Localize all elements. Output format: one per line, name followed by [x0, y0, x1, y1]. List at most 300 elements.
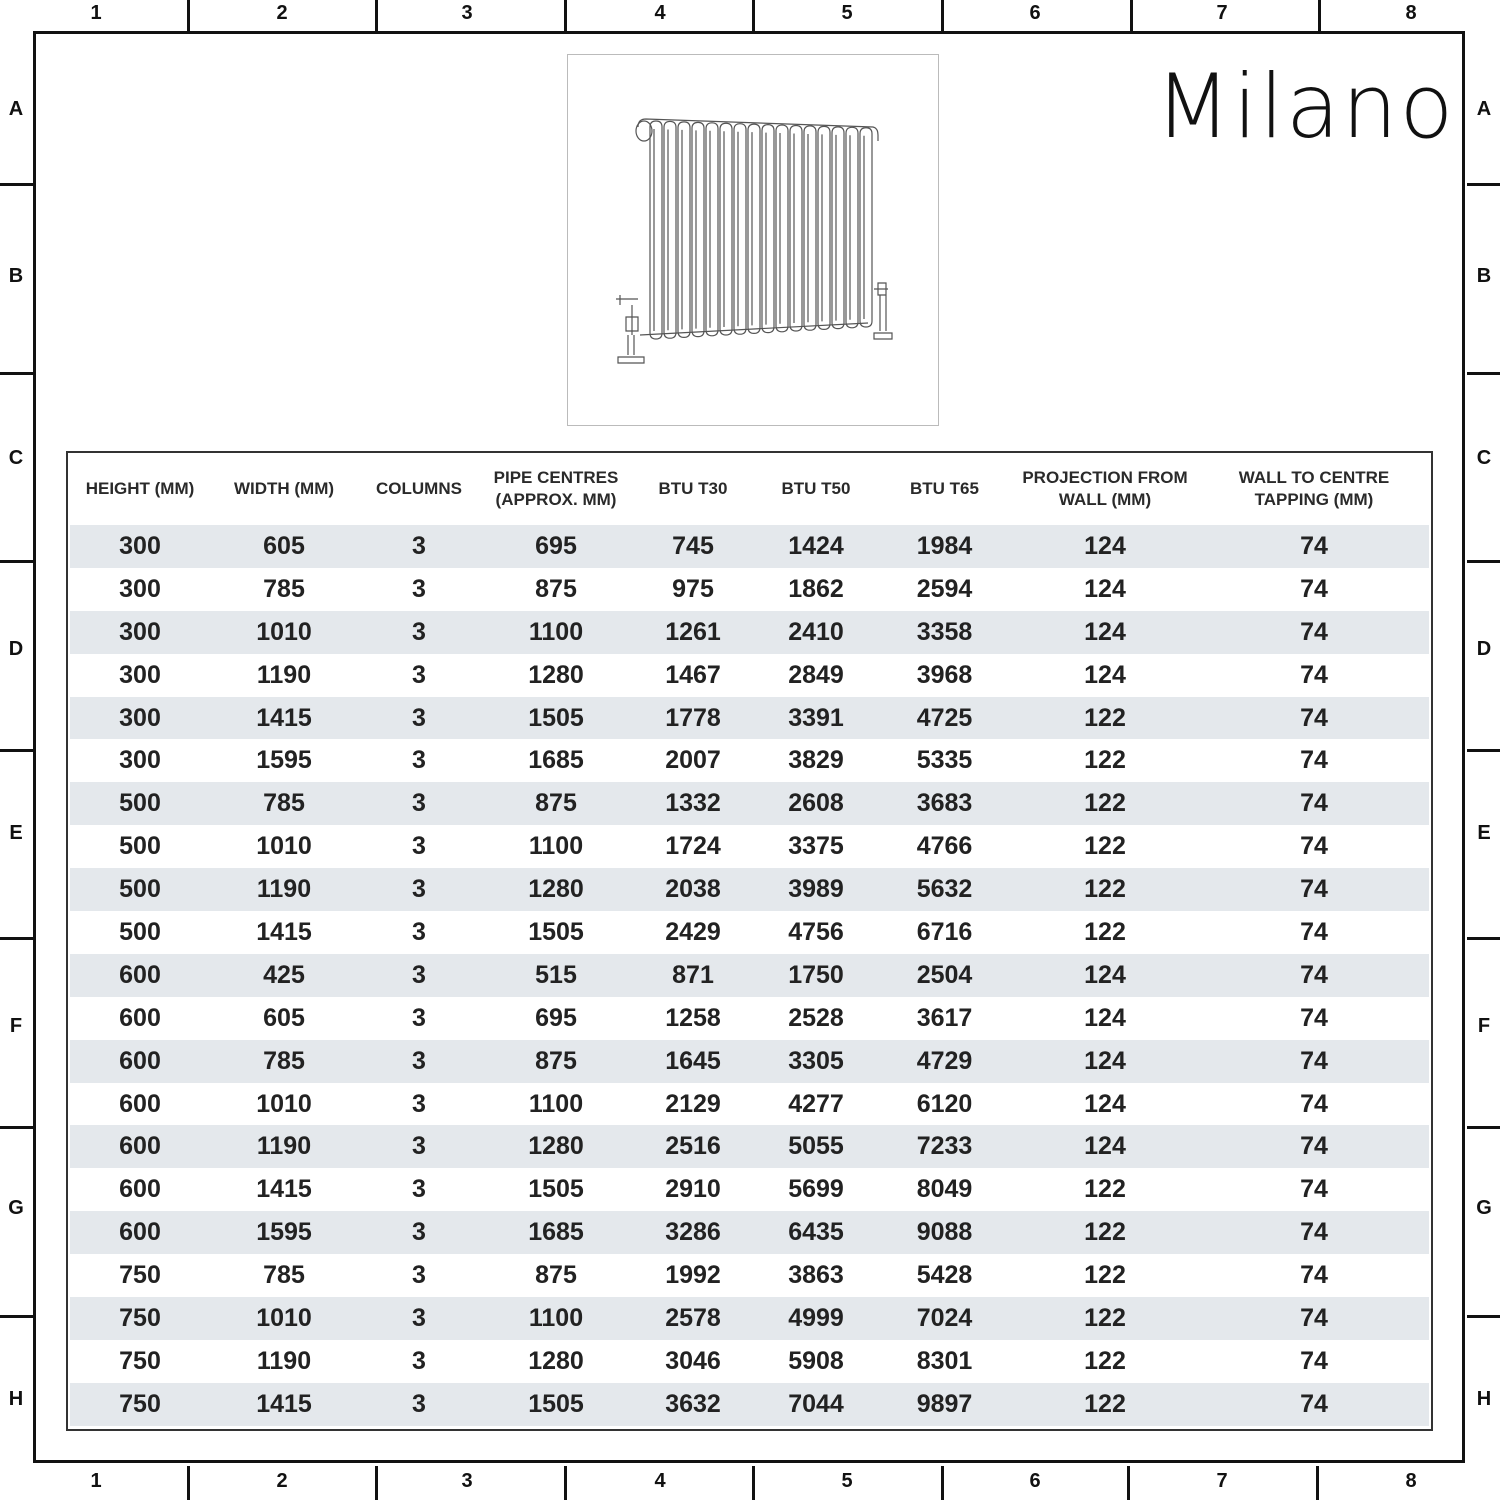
product-image — [567, 54, 939, 426]
table-cell: 1984 — [878, 525, 1011, 568]
table-cell: 875 — [480, 1040, 632, 1083]
column-header — [70, 453, 210, 525]
table-cell: 300 — [119, 660, 161, 689]
spec-table — [70, 453, 1429, 1426]
table-cell: 1467 — [665, 660, 721, 689]
zone-row-label: D — [1476, 638, 1492, 660]
table-cell: 4277 — [788, 1089, 844, 1118]
table-cell: 74 — [1199, 697, 1429, 740]
table-row — [70, 954, 1429, 997]
table-cell: 5428 — [916, 1261, 973, 1290]
table-cell: 1415 — [256, 1175, 312, 1204]
zone-divider — [375, 0, 378, 31]
table-cell: 4725 — [878, 697, 1011, 740]
zone-column-label: 1 — [90, 2, 102, 24]
radiator-column — [664, 121, 676, 338]
table-cell: 1261 — [632, 611, 754, 654]
table-cell: 3 — [412, 746, 426, 775]
table-cell: 4756 — [788, 917, 844, 946]
spec-table-container — [66, 451, 1433, 1431]
zone-divider — [941, 0, 944, 31]
radiator-illustration-icon — [568, 55, 940, 427]
table-cell: 3 — [358, 1297, 480, 1340]
table-cell: 3617 — [916, 1003, 973, 1032]
table-cell: 600 — [70, 1040, 210, 1083]
table-cell: 600 — [70, 954, 210, 997]
table-row — [70, 1211, 1429, 1254]
table-cell: 300 — [119, 574, 161, 603]
zone-divider — [1318, 0, 1321, 31]
table-cell: 605 — [263, 1003, 305, 1032]
table-cell: 1190 — [210, 1125, 358, 1168]
table-row — [70, 1040, 1429, 1083]
table-row — [70, 911, 1429, 954]
table-row — [70, 654, 1429, 697]
radiator-column — [846, 127, 858, 327]
column-header-line: TAPPING (MM) — [1254, 490, 1374, 509]
table-cell: 1415 — [210, 1383, 358, 1426]
table-cell: 74 — [1300, 1346, 1328, 1375]
table-cell: 74 — [1199, 525, 1429, 568]
table-cell: 124 — [1084, 660, 1126, 689]
table-cell: 1010 — [210, 611, 358, 654]
table-cell: 1280 — [480, 868, 632, 911]
table-cell: 1424 — [754, 525, 878, 568]
table-cell: 2504 — [878, 954, 1011, 997]
table-cell: 2038 — [632, 868, 754, 911]
table-cell: 74 — [1199, 611, 1429, 654]
table-cell: 695 — [535, 1003, 577, 1032]
table-cell: 3 — [412, 1089, 426, 1118]
table-cell: 425 — [210, 954, 358, 997]
table-cell: 3 — [412, 1003, 426, 1032]
table-cell: 9088 — [878, 1211, 1011, 1254]
zone-column-label: 4 — [654, 2, 666, 24]
table-cell: 750 — [70, 1297, 210, 1340]
zone-row-label: A — [8, 98, 24, 120]
zone-column-label: 2 — [276, 1470, 288, 1492]
zone-divider — [1127, 1466, 1130, 1500]
zone-divider — [0, 560, 33, 563]
table-cell: 500 — [70, 868, 210, 911]
zone-divider — [1130, 0, 1133, 31]
table-cell: 5632 — [878, 868, 1011, 911]
radiator-column — [720, 123, 732, 335]
radiator-column — [678, 122, 690, 338]
radiator-column — [818, 126, 830, 329]
zone-divider — [752, 1466, 755, 1500]
table-cell: 515 — [480, 954, 632, 997]
zone-row-label: E — [1477, 822, 1491, 844]
table-cell: 122 — [1011, 782, 1199, 825]
zone-column-label: 3 — [461, 1470, 473, 1492]
table-cell: 7044 — [754, 1383, 878, 1426]
table-row — [70, 825, 1429, 868]
zone-divider — [941, 1466, 944, 1500]
table-cell: 5908 — [788, 1346, 844, 1375]
table-cell: 74 — [1300, 1003, 1328, 1032]
table-cell: 5699 — [788, 1175, 844, 1204]
table-cell: 4999 — [754, 1297, 878, 1340]
table-cell: 3391 — [754, 697, 878, 740]
table-header-row — [70, 453, 1429, 525]
column-header — [1199, 453, 1429, 525]
table-cell: 785 — [210, 782, 358, 825]
table-cell: 1595 — [210, 1211, 358, 1254]
table-row — [70, 568, 1429, 611]
table-cell: 1100 — [480, 611, 632, 654]
table-row — [70, 1340, 1429, 1383]
zone-column-label: 6 — [1029, 2, 1041, 24]
table-cell: 2410 — [754, 611, 878, 654]
column-header-line: WALL (MM) — [1058, 490, 1152, 509]
table-cell: 875 — [535, 574, 577, 603]
table-cell: 3 — [358, 868, 480, 911]
table-cell: 74 — [1199, 1211, 1429, 1254]
zone-row-label: C — [1476, 447, 1492, 469]
table-cell: 600 — [119, 1089, 161, 1118]
table-cell: 124 — [1011, 525, 1199, 568]
table-cell: 1724 — [665, 832, 721, 861]
table-cell: 3829 — [788, 746, 844, 775]
radiator-column — [650, 121, 662, 339]
table-cell: 3 — [358, 782, 480, 825]
table-cell: 2910 — [665, 1175, 721, 1204]
zone-column-label: 7 — [1216, 2, 1228, 24]
table-cell: 4766 — [916, 832, 973, 861]
zone-divider — [564, 1466, 567, 1500]
table-cell: 1992 — [665, 1261, 721, 1290]
table-cell: 3 — [358, 525, 480, 568]
table-cell: 1685 — [528, 746, 584, 775]
column-header-line: BTU T65 — [910, 479, 979, 498]
column-header — [1011, 453, 1199, 525]
table-cell: 600 — [119, 1175, 161, 1204]
table-cell: 2608 — [754, 782, 878, 825]
table-cell: 1332 — [632, 782, 754, 825]
table-cell: 9897 — [878, 1383, 1011, 1426]
table-row — [70, 1168, 1429, 1211]
radiator-column — [748, 124, 760, 333]
table-cell: 875 — [535, 1261, 577, 1290]
table-cell: 3358 — [878, 611, 1011, 654]
table-cell: 74 — [1199, 954, 1429, 997]
table-row — [70, 1254, 1429, 1297]
table-body — [70, 525, 1429, 1426]
table-cell: 750 — [70, 1383, 210, 1426]
table-cell: 1505 — [480, 697, 632, 740]
table-cell: 1505 — [528, 1175, 584, 1204]
zone-divider — [0, 183, 33, 186]
table-cell: 74 — [1199, 868, 1429, 911]
table-cell: 3683 — [878, 782, 1011, 825]
zone-row-label: G — [8, 1197, 24, 1219]
table-cell: 122 — [1011, 868, 1199, 911]
table-cell: 7024 — [878, 1297, 1011, 1340]
table-cell: 3305 — [754, 1040, 878, 1083]
table-row — [70, 525, 1429, 568]
table-cell: 74 — [1199, 1383, 1429, 1426]
column-header-line: COLUMNS — [376, 479, 462, 498]
table-cell: 1010 — [210, 1297, 358, 1340]
column-header — [754, 453, 878, 525]
table-cell: 600 — [119, 1003, 161, 1032]
table-cell: 300 — [70, 697, 210, 740]
zone-divider — [564, 0, 567, 31]
table-cell: 3046 — [665, 1346, 721, 1375]
table-cell: 2528 — [788, 1003, 844, 1032]
radiator-column — [762, 125, 774, 333]
table-cell: 74 — [1300, 660, 1328, 689]
table-cell: 122 — [1011, 1383, 1199, 1426]
table-cell: 750 — [119, 1346, 161, 1375]
table-cell: 74 — [1300, 917, 1328, 946]
zone-divider — [1467, 937, 1500, 940]
table-cell: 3968 — [916, 660, 973, 689]
table-cell: 3 — [412, 832, 426, 861]
table-cell: 975 — [672, 574, 714, 603]
zone-divider — [0, 1315, 33, 1318]
column-header — [480, 453, 632, 525]
table-cell: 74 — [1199, 782, 1429, 825]
zone-row-label: C — [8, 447, 24, 469]
table-row — [70, 782, 1429, 825]
zone-divider — [752, 0, 755, 31]
table-cell: 875 — [480, 782, 632, 825]
zone-column-label: 4 — [654, 1470, 666, 1492]
zone-column-label: 7 — [1216, 1470, 1228, 1492]
table-row — [70, 997, 1429, 1040]
table-cell: 3286 — [632, 1211, 754, 1254]
table-cell: 1010 — [256, 1089, 312, 1118]
table-cell: 1750 — [754, 954, 878, 997]
table-cell: 122 — [1084, 1261, 1126, 1290]
zone-row-label: F — [1477, 1015, 1491, 1037]
table-cell: 1505 — [528, 917, 584, 946]
table-cell: 74 — [1199, 1040, 1429, 1083]
table-cell: 745 — [632, 525, 754, 568]
table-row — [70, 1125, 1429, 1168]
radiator-column — [706, 123, 718, 336]
table-cell: 500 — [119, 917, 161, 946]
table-cell: 1190 — [210, 868, 358, 911]
table-cell: 2849 — [788, 660, 844, 689]
table-cell: 122 — [1084, 1175, 1126, 1204]
brand-logo: Milano — [1155, 55, 1456, 158]
zone-column-label: 2 — [276, 2, 288, 24]
radiator-column — [692, 122, 704, 336]
zone-column-label: 8 — [1405, 2, 1417, 24]
table-cell: 7233 — [878, 1125, 1011, 1168]
zone-row-label: A — [1476, 98, 1492, 120]
table-row — [70, 1297, 1429, 1340]
table-cell: 600 — [70, 1125, 210, 1168]
table-cell: 3 — [358, 1383, 480, 1426]
table-cell: 74 — [1300, 1089, 1328, 1118]
zone-divider — [187, 1466, 190, 1500]
zone-divider — [1467, 1315, 1500, 1318]
zone-divider — [187, 0, 190, 31]
table-cell: 500 — [70, 782, 210, 825]
table-cell: 5335 — [916, 746, 973, 775]
table-cell: 3632 — [632, 1383, 754, 1426]
column-header-line: BTU T30 — [658, 479, 728, 498]
table-cell: 8301 — [916, 1346, 973, 1375]
zone-row-label: D — [8, 638, 24, 660]
table-cell: 3 — [412, 1175, 426, 1204]
zone-column-label: 3 — [461, 2, 473, 24]
table-cell: 124 — [1011, 611, 1199, 654]
column-header — [210, 453, 358, 525]
zone-divider — [375, 1466, 378, 1500]
table-cell: 74 — [1300, 746, 1328, 775]
radiator-column — [776, 125, 788, 332]
table-cell: 1685 — [480, 1211, 632, 1254]
table-cell: 3 — [358, 697, 480, 740]
table-cell: 1778 — [632, 697, 754, 740]
zone-divider — [1467, 183, 1500, 186]
radiator-column — [734, 124, 746, 335]
table-cell: 1595 — [256, 746, 312, 775]
table-cell: 750 — [119, 1261, 161, 1290]
table-row — [70, 1083, 1429, 1126]
zone-row-label: F — [9, 1015, 23, 1037]
zone-column-label: 5 — [841, 1470, 853, 1492]
zone-column-label: 1 — [90, 1470, 102, 1492]
zone-divider — [1316, 1466, 1319, 1500]
table-cell: 2578 — [632, 1297, 754, 1340]
table-cell: 3 — [358, 1211, 480, 1254]
table-cell: 3863 — [788, 1261, 844, 1290]
table-cell: 3 — [358, 611, 480, 654]
table-cell: 74 — [1199, 1297, 1429, 1340]
table-cell: 2129 — [665, 1089, 721, 1118]
table-cell: 3 — [358, 1040, 480, 1083]
table-cell: 122 — [1011, 1297, 1199, 1340]
table-cell: 122 — [1084, 917, 1126, 946]
table-cell: 122 — [1084, 1346, 1126, 1375]
zone-divider — [0, 1126, 33, 1129]
table-cell: 3 — [412, 574, 426, 603]
zone-divider — [0, 937, 33, 940]
table-cell: 1415 — [210, 697, 358, 740]
table-cell: 2429 — [665, 917, 721, 946]
table-cell: 5055 — [754, 1125, 878, 1168]
table-row — [70, 611, 1429, 654]
table-cell: 74 — [1300, 832, 1328, 861]
zone-column-label: 8 — [1405, 1470, 1417, 1492]
table-cell: 3 — [358, 1125, 480, 1168]
table-cell: 4729 — [878, 1040, 1011, 1083]
table-cell: 124 — [1011, 1125, 1199, 1168]
table-cell: 6716 — [916, 917, 973, 946]
radiator-column — [804, 126, 816, 330]
table-cell: 695 — [480, 525, 632, 568]
table-cell: 1190 — [256, 660, 312, 689]
table-cell: 785 — [263, 574, 305, 603]
table-cell: 74 — [1300, 1175, 1328, 1204]
table-cell: 1190 — [256, 1346, 312, 1375]
table-cell: 122 — [1084, 746, 1126, 775]
column-header-line: PIPE CENTRES — [493, 468, 619, 487]
table-cell: 785 — [210, 1040, 358, 1083]
column-header-line: (APPROX. MM) — [495, 490, 617, 509]
column-header-line: HEIGHT (MM) — [85, 479, 195, 498]
column-header — [358, 453, 480, 525]
zone-column-label: 5 — [841, 2, 853, 24]
table-cell: 8049 — [916, 1175, 973, 1204]
table-cell: 122 — [1011, 1211, 1199, 1254]
zone-divider — [1467, 560, 1500, 563]
table-cell: 1258 — [665, 1003, 721, 1032]
table-cell: 74 — [1300, 1261, 1328, 1290]
zone-divider — [1467, 372, 1500, 375]
table-cell: 3989 — [754, 868, 878, 911]
table-row — [70, 697, 1429, 740]
table-cell: 3 — [412, 917, 426, 946]
column-header — [878, 453, 1011, 525]
table-cell: 124 — [1084, 1089, 1126, 1118]
table-cell: 1280 — [528, 660, 584, 689]
table-row — [70, 868, 1429, 911]
table-cell: 300 — [70, 611, 210, 654]
zone-column-label: 6 — [1029, 1470, 1041, 1492]
table-cell: 605 — [210, 525, 358, 568]
table-cell: 300 — [119, 746, 161, 775]
table-cell: 74 — [1300, 574, 1328, 603]
table-cell: 871 — [632, 954, 754, 997]
zone-row-label: B — [8, 265, 24, 287]
zone-divider — [1467, 749, 1500, 752]
radiator-column — [860, 128, 872, 327]
table-cell: 6435 — [754, 1211, 878, 1254]
table-cell: 124 — [1084, 1003, 1126, 1032]
table-cell: 6120 — [916, 1089, 973, 1118]
table-cell: 1280 — [528, 1346, 584, 1375]
table-cell: 124 — [1011, 1040, 1199, 1083]
zone-divider — [0, 372, 33, 375]
column-header-line: WALL TO CENTRE — [1238, 468, 1390, 487]
table-cell: 1100 — [528, 832, 584, 861]
zone-row-label: G — [1476, 1197, 1492, 1219]
table-cell: 1100 — [480, 1297, 632, 1340]
column-header — [632, 453, 754, 525]
radiator-column — [832, 127, 844, 329]
table-cell: 1280 — [480, 1125, 632, 1168]
table-cell: 1862 — [788, 574, 844, 603]
column-header-line: BTU T50 — [781, 479, 851, 498]
table-cell: 74 — [1199, 1125, 1429, 1168]
table-cell: 2594 — [916, 574, 973, 603]
zone-divider — [1467, 1126, 1500, 1129]
table-cell: 1505 — [480, 1383, 632, 1426]
radiator-column — [790, 126, 802, 332]
table-cell: 3 — [412, 660, 426, 689]
column-header-line: WIDTH (MM) — [233, 479, 335, 498]
table-cell: 500 — [119, 832, 161, 861]
table-cell: 300 — [70, 525, 210, 568]
column-header-line: PROJECTION FROM — [1022, 468, 1188, 487]
table-cell: 785 — [263, 1261, 305, 1290]
table-cell: 2516 — [632, 1125, 754, 1168]
table-cell: 124 — [1084, 574, 1126, 603]
table-cell: 1100 — [528, 1089, 584, 1118]
table-cell: 3 — [412, 1261, 426, 1290]
table-row — [70, 1383, 1429, 1426]
table-cell: 2007 — [665, 746, 721, 775]
table-cell: 1415 — [256, 917, 312, 946]
table-cell: 124 — [1011, 954, 1199, 997]
